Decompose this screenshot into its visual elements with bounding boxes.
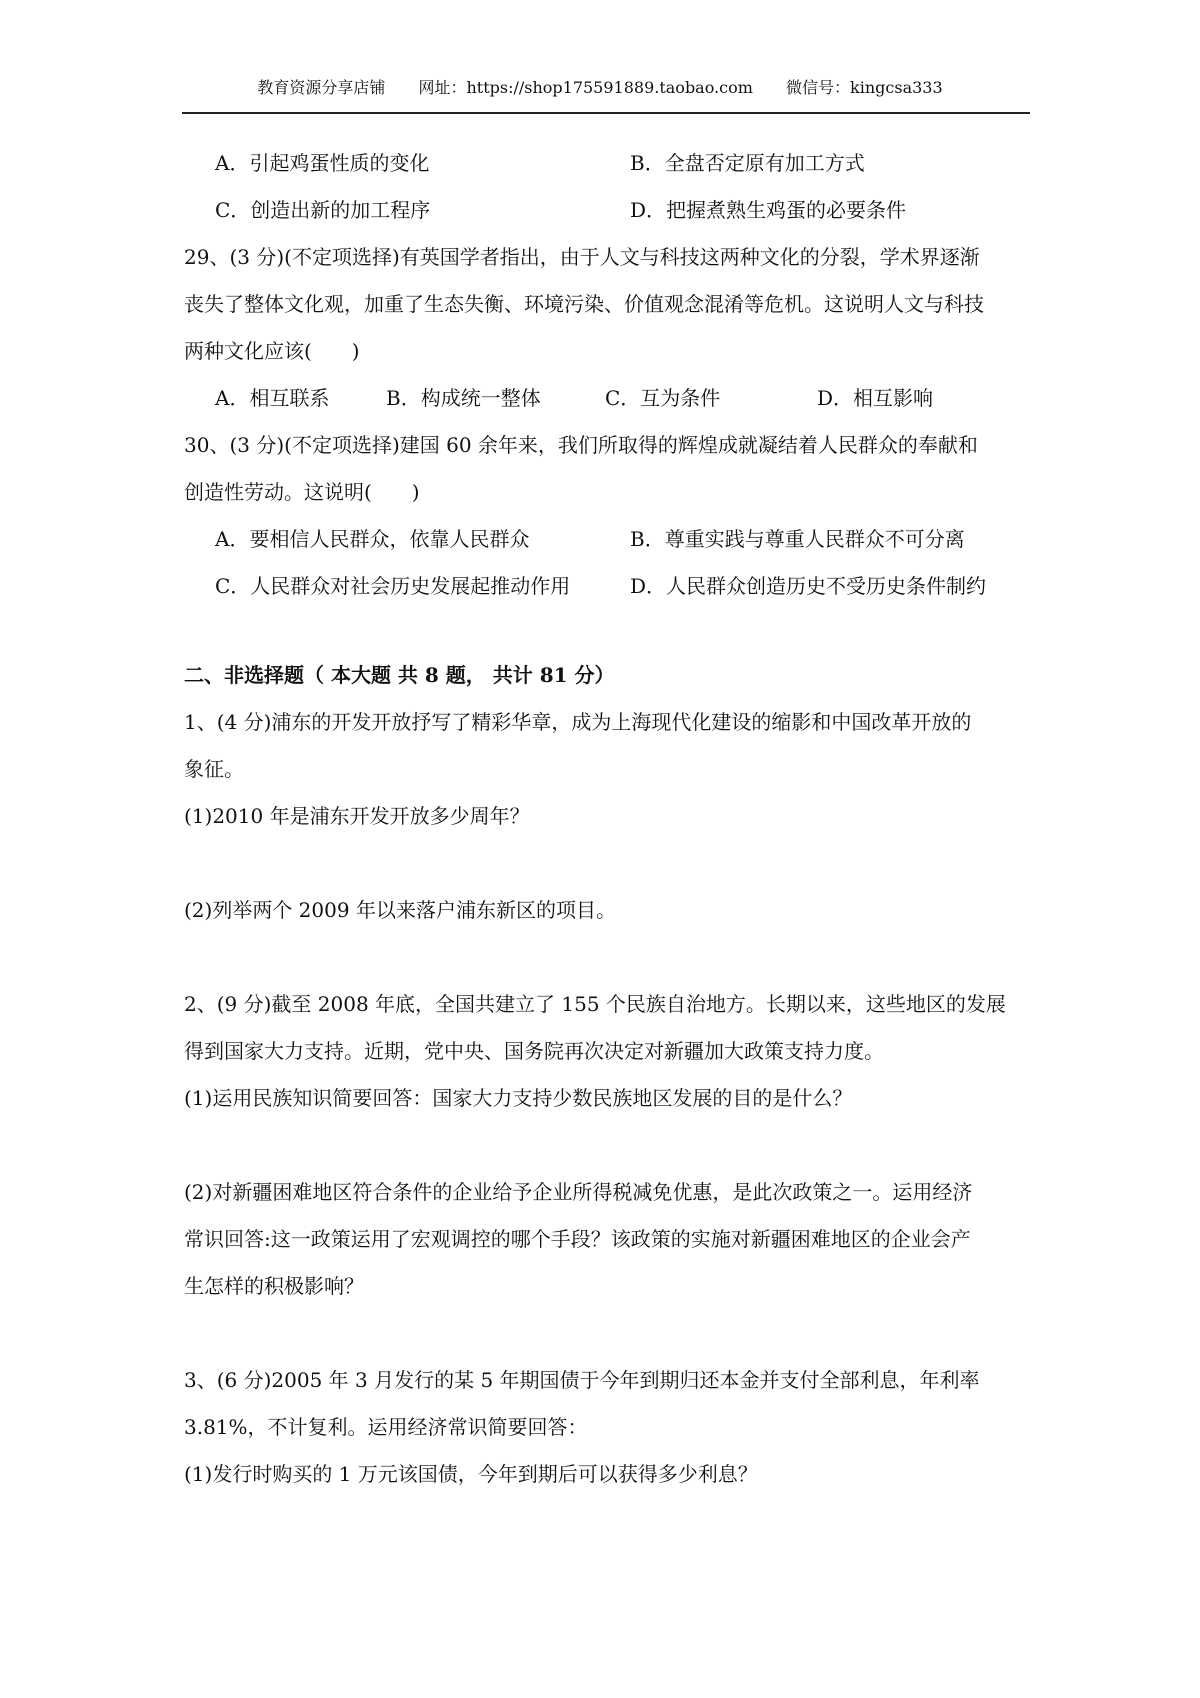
- p2-stem-line1: 2、(9 分)截至 2008 年底，全国共建立了 155 个民族自治地方。长期以来，这些地区的发展: [184, 992, 1006, 1016]
- answer-space: [184, 840, 1030, 887]
- q30-option-b: B．尊重实践与尊重人民群众不可分离: [630, 527, 965, 551]
- p3-stem-line1: 3、(6 分)2005 年 3 月发行的某 5 年期国债于今年到期归还本金并支付全部利息，年利率: [184, 1368, 980, 1392]
- q29-option-c: C．互为条件: [605, 386, 721, 410]
- q29-options: [184, 375, 1030, 422]
- header-rule: [182, 112, 1030, 114]
- p1-stem-line2: 象征。: [184, 757, 244, 781]
- q29-stem-line3: 两种文化应该( ): [184, 339, 360, 363]
- p1-stem-line1: 1、(4 分)浦东的开发开放抒写了精彩华章，成为上海现代化建设的缩影和中国改革开放的: [184, 710, 972, 734]
- p1-sub1: (1)2010 年是浦东开发开放多少周年？: [184, 804, 530, 828]
- answer-space: [184, 1122, 1030, 1169]
- q30-stem-line1: 30、(3 分)(不定项选择)建国 60 余年来，我们所取得的辉煌成就凝结着人民群众的奉献和: [184, 433, 978, 457]
- p2-stem-line2: 得到国家大力支持。近期，党中央、国务院再次决定对新疆加大政策支持力度。: [184, 1039, 884, 1063]
- q29-stem-line1: 29、(3 分)(不定项选择)有英国学者指出，由于人文与科技这两种文化的分裂，学术界逐渐: [184, 245, 980, 269]
- q29-stem-line2: 丧失了整体文化观，加重了生态失衡、环境污染、价值观念混淆等危机。这说明人文与科技: [184, 292, 984, 316]
- q30-options-ab: [184, 516, 1030, 563]
- q28-options-ab: [184, 140, 1030, 187]
- answer-space: [184, 1310, 1030, 1357]
- q28-options-cd: [184, 187, 1030, 234]
- p2-sub1: (1)运用民族知识简要回答：国家大力支持少数民族地区发展的目的是什么？: [184, 1086, 853, 1110]
- page-header: [0, 78, 1200, 98]
- q28-option-c: C．创造出新的加工程序: [215, 198, 431, 222]
- shop-url: 网址：https://shop175591889.taobao.com: [418, 78, 753, 97]
- q30-options-cd: [184, 563, 1030, 610]
- q30-stem-line2: 创造性劳动。这说明( ): [184, 480, 420, 504]
- p2-sub2-line2: 常识回答:这一政策运用了宏观调控的哪个手段？该政策的实施对新疆困难地区的企业会产: [184, 1227, 971, 1251]
- q30-option-c: C．人民群众对社会历史发展起推动作用: [215, 574, 571, 598]
- q29-option-d: D．相互影响: [817, 386, 934, 410]
- q30-option-d: D．人民群众创造历史不受历史条件制约: [630, 574, 987, 598]
- q28-option-b: B．全盘否定原有加工方式: [630, 151, 865, 175]
- p2-sub2-line3: 生怎样的积极影响？: [184, 1274, 364, 1298]
- q29-option-b: B．构成统一整体: [386, 386, 541, 410]
- spacer: [184, 610, 1030, 652]
- answer-space: [184, 934, 1030, 981]
- p1-sub2: (2)列举两个 2009 年以来落户浦东新区的项目。: [184, 898, 616, 922]
- q28-option-a: A．引起鸡蛋性质的变化: [215, 151, 430, 175]
- q29-option-a: A．相互联系: [215, 386, 330, 410]
- document-body: [184, 140, 1030, 1498]
- wechat-id: 微信号：kingcsa333: [786, 78, 943, 97]
- p3-sub1: (1)发行时购买的 1 万元该国债，今年到期后可以获得多少利息？: [184, 1462, 758, 1486]
- p3-stem-line2: 3.81%，不计复利。运用经济常识简要回答：: [184, 1415, 588, 1439]
- q30-option-a: A．要相信人民群众，依靠人民群众: [215, 527, 530, 551]
- shop-name: 教育资源分享店铺: [257, 78, 386, 97]
- q28-option-d: D．把握煮熟生鸡蛋的必要条件: [630, 198, 907, 222]
- p2-sub2-line1: (2)对新疆困难地区符合条件的企业给予企业所得税减免优惠，是此次政策之一。运用经济: [184, 1180, 973, 1204]
- section-title: 二、非选择题（ 本大题 共 8 题， 共计 81 分）: [184, 663, 615, 687]
